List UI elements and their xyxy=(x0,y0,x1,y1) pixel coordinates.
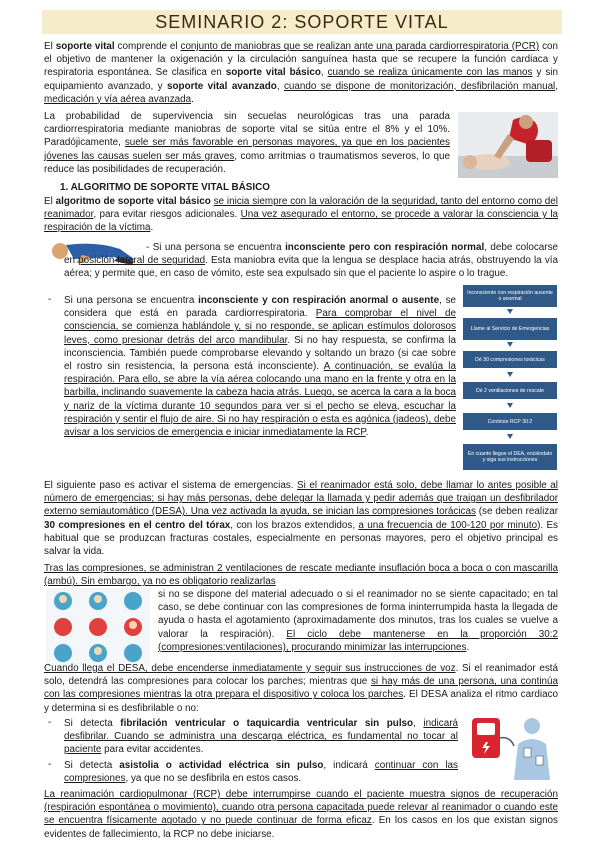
desa-paragraph: Cuando llega el DESA, debe encenderse inmediatamente y seguir sus instrucciones de voz. Si el reanimador está solo, detendrá las compresiones para colocar los parches; mientras que si hay más de una persona, una continúa con las compresiones mientras la otra prepara el dispositivo y coloca los parches. El DESA analiza el ritmo cardiaco y determina si es desfibrilable o no: xyxy=(44,663,558,714)
section-heading: 1. ALGORITMO DE SOPORTE VITAL BÁSICO xyxy=(60,182,270,193)
flow-arrow xyxy=(507,309,513,314)
bullet-shockable: Si detecta fibrilación ventricular o taquicardia ventricular sin pulso, indicará desfibrilar. Cuando se administra una descarga eléctrica, es fundamental no tocar al paciente para evitar accidentes. xyxy=(64,718,458,756)
bullet-non-shockable: Si detecta asistolia o actividad eléctrica sin pulso, indicará continuar con las compresiones, ya que no se desfibrila en estos casos. xyxy=(64,760,458,785)
flow-step-5: Continúe RCP 30:2 xyxy=(463,413,557,430)
flow-step-4: Dé 2 ventilaciones de rescate xyxy=(463,382,557,399)
cpr-photo xyxy=(458,112,558,178)
flow-step-2: Llame al Servicio de Emergencias xyxy=(463,318,557,340)
flow-step-6: En cuanto llegue el DEA, enciéndalo y siga sus instrucciones xyxy=(463,444,557,470)
aed-illustration xyxy=(466,712,558,780)
algorithm-paragraph: El algoritmo de soporte vital básico se inicia siempre con la valoración de la seguridad, tanto del entorno como del reanimador, para evitar riesgos adicionales. Una vez asegurado el entorno, se procede a valorar la consciencia y la respiración de la víctima. xyxy=(44,196,559,234)
flow-arrow xyxy=(507,342,513,347)
ventilation-paragraph-top: Tras las compresiones, se administran 2 ventilaciones de rescate mediante insuflación boca a boca o con mascarilla (ambú). Sin embargo, ya no es obligatorio realizarlas xyxy=(44,563,558,588)
stop-rcp-paragraph: La reanimación cardiopulmonar (RCP) debe interrumpirse cuando el paciente muestra signos de recuperación (respiración espontánea o movimiento), cuando otra persona capacitada puede relevar al reanimador o cuando este se encuentra físicamente agotado y no puede continuar de forma eficaz. En los casos en los que existan signos evidentes de fallecimiento, la RCP no debe iniciarse. xyxy=(44,789,558,840)
cpr-steps-illustration xyxy=(46,588,150,666)
survival-paragraph: La probabilidad de supervivencia sin secuelas neurológicas tras una parada cardiorrespiratoria mediante maniobras de soporte vital se sitúa entre el 8% y el 10%. Paradójicamente, suele ser más favorable en personas mayores, ya que en los pacientes jóvenes las causas suelen ser más graves, como arritmias o traumatismos severos, lo que reduce las posibilidades de recuperación. xyxy=(44,111,450,175)
bullet-unconscious-abnormal: Si una persona se encuentra inconsciente y con respiración anormal o ausente, se considera que está en parada cardiorrespiratoria. Para comprobar el nivel de consciencia, se comienza hablándole y, si no responde, se aplican estímulos dolorosos leves, como presionar detrás del arco mandibular. Si no hay respuesta, se confirma la inconsciencia. También puede comprobarse elevando y soltando un brazo (si cae sobre el rostro sin resistencia, la persona está inconsciente). A continuación, se evalúa la respiración. Para ello, se abre la vía aérea colocando una mano en la frente y otra en la barbilla, inclinando suavemente la cabeza hacia atrás. Luego, se acerca la cara a la boca y nariz de la víctima durante 10 segundos para ver si el pecho se eleva, escuchar la respiración y sentir el flujo de aire. Si no hay respiración o esta es agónica (jadeos), debe avisar a los servicios de emergencia e iniciar inmediatamente la RCP. xyxy=(64,295,456,439)
intro-paragraph: El soporte vital comprende el conjunto de maniobras que se realizan ante una parada cardiorrespiratoria (PCR) con el objetivo de mantener la oxigenación y la circulación sanguínea hasta que se recupere la función cardiaca y respiratoria espontánea. Se clasifica en soporte vital básico, cuando se realiza únicamente con las manos y sin equipamiento avanzado, y soporte vital avanzado, cuando se dispone de monitorización, desfibrilación manual, medicación y vía aérea avanzada. xyxy=(44,41,558,105)
flow-arrow xyxy=(507,434,513,439)
flow-step-3: Dé 30 compresiones torácicas xyxy=(463,351,557,368)
flow-arrow xyxy=(507,372,513,377)
emergency-paragraph: El siguiente paso es activar el sistema de emergencias. Si el reanimador está solo, debe llamar lo antes posible al número de emergencias; si hay más personas, debe delegar la llamada y pedir además que traigan un desfibrilador externo semiautomático (DESA). Una vez activada la ayuda, se inician las compresiones torácicas (se deben realizar 30 compresiones en el centro del tórax, con los brazos extendidos, a una frecuencia de 100-120 por minuto). Es habitual que se produzcan fracturas costales, especialmente en personas mayores, pero el objetivo principal es salvar la vida. xyxy=(44,480,558,558)
flow-arrow xyxy=(507,403,513,408)
flow-step-1: Inconsciente con respiración ausente o anormal xyxy=(463,285,557,307)
bullet-conscious-breathing: - Si una persona se encuentra inconsciente pero con respiración normal, debe colocarse en posición lateral de seguridad. Esta maniobra evita que la lengua se desplace hacia atrás, obstruyendo la vía aérea; y permite que, en caso de vómito, este sea expulsado sin que el paciente lo aspire o lo trague. xyxy=(64,242,559,280)
page-title: SEMINARIO 2: SOPORTE VITAL xyxy=(155,12,449,32)
title-banner xyxy=(42,10,562,34)
ventilation-paragraph: si no se dispone del material adecuado o si el reanimador no se siente capacitado; en tal caso, se debe continuar con las compresiones de forma ininterrumpida hasta la llegada de ayuda o hasta el agotamiento (aproximadamente dos minutos, tras los cuales se vuelve a valorar la respiración). El ciclo debe mantenerse en la proporción 30:2 (compresiones:ventilaciones), procurando minimizar las interrupciones. xyxy=(158,589,559,653)
